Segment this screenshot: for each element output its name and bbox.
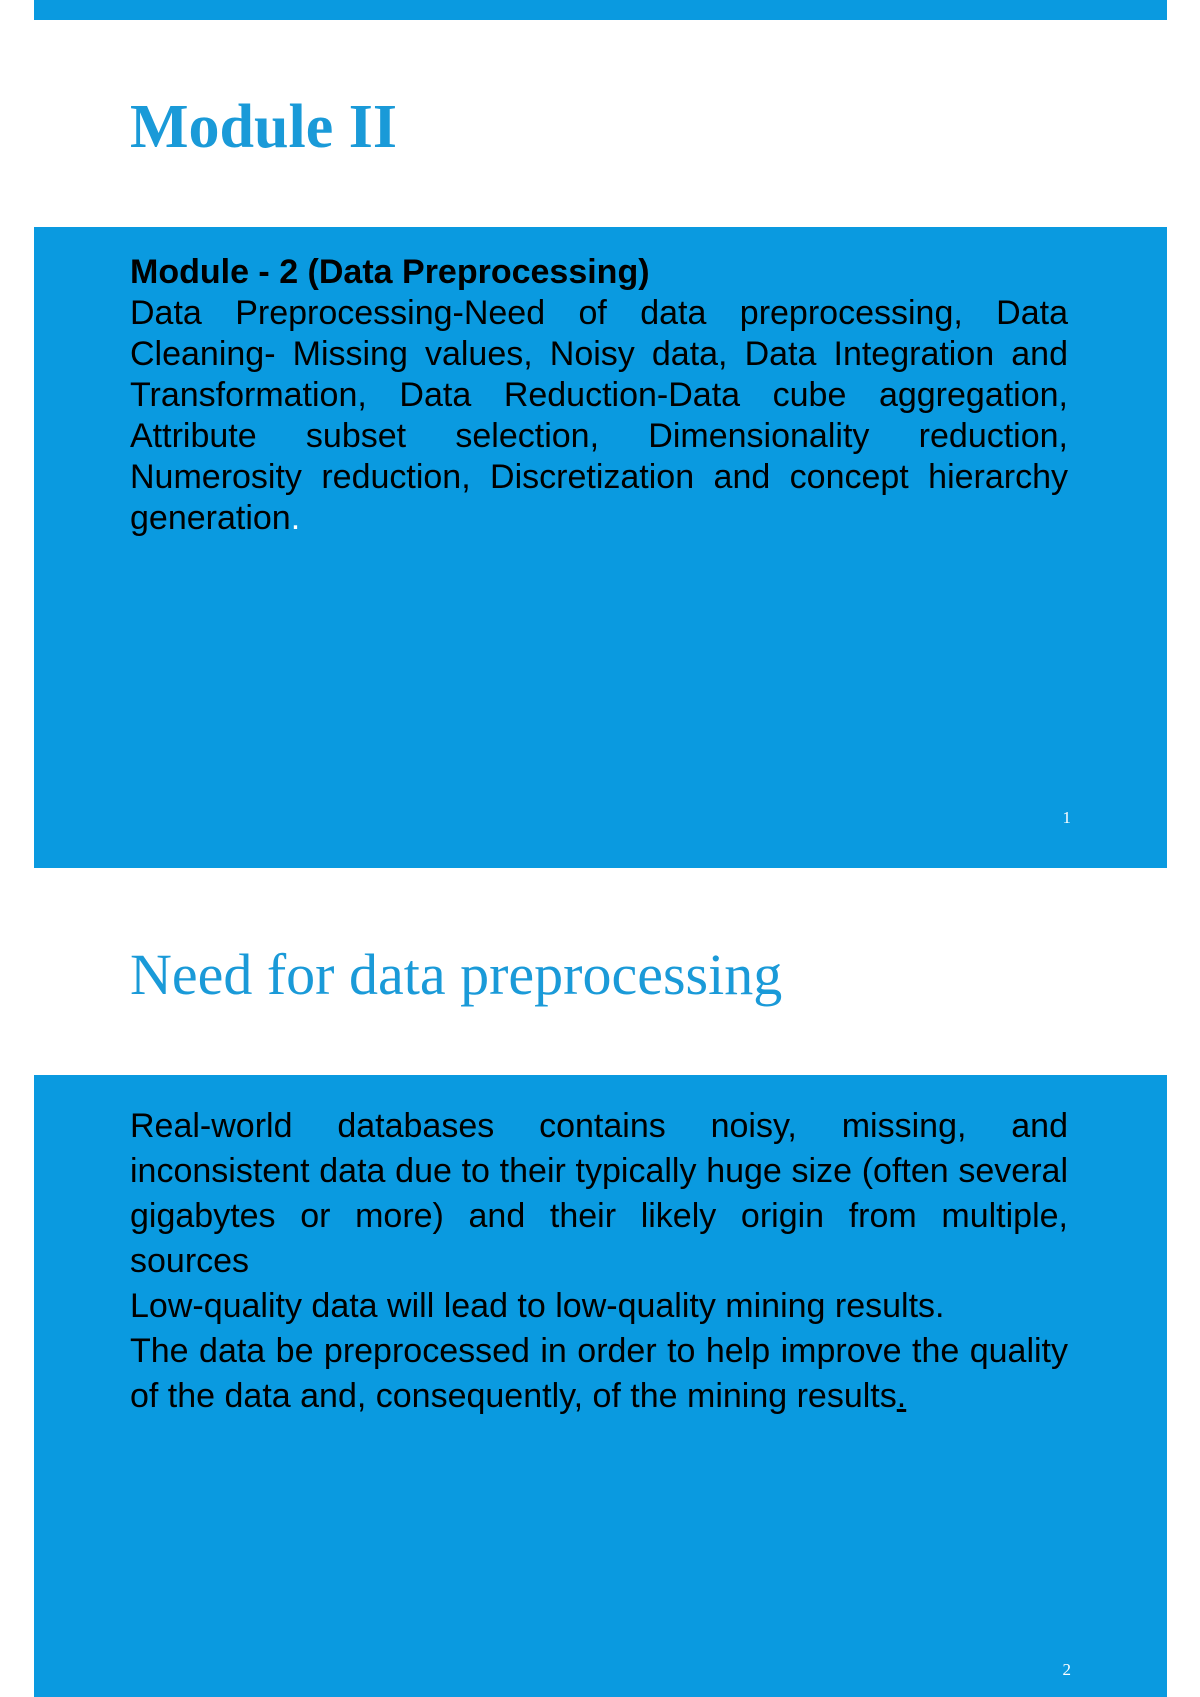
slide-2-title: Need for data preprocessing [130,942,783,1007]
slide-2-page-number: 2 [1062,1660,1071,1679]
slide-2-body [130,1104,1068,1419]
slide-2-content-panel [34,1075,1167,1697]
paragraph-real-world-databases: Real-world databases contains noisy, missing, and inconsistent data due to their typically huge size (often several gigabytes or more) and their likely origin from multiple, sources [130,1107,1068,1280]
syllabus-text: Data Preprocessing-Need of data preprocessing, Data Cleaning- Missing values, Noisy data, Data Integration and Transformation, Data Reduction-Data cube aggregation, Attribute subset selection, Dimensionality reduction, Numerosity reduction, Discretization and concept hierarchy generation [130,294,1068,537]
preprocess-end-period: . [896,1377,907,1415]
paragraph-preprocess-data [130,1329,1068,1419]
syllabus-end-period: . [290,499,301,537]
slide-1-page-number: 1 [1062,808,1071,827]
top-accent-bar [34,0,1167,20]
preprocess-text: The data be preprocessed in order to help improve the quality of the data and, consequently, of the mining results [130,1332,1068,1415]
slide-1-body [130,252,1068,539]
slide-1-paragraph [130,293,1068,539]
paragraph-low-quality-data: Low-quality data will lead to low-quality mining results. [130,1287,945,1325]
module-heading: Module - 2 (Data Preprocessing) [130,253,650,291]
slide-1-content-panel [34,227,1167,868]
slide-1-title: Module II [130,93,397,161]
